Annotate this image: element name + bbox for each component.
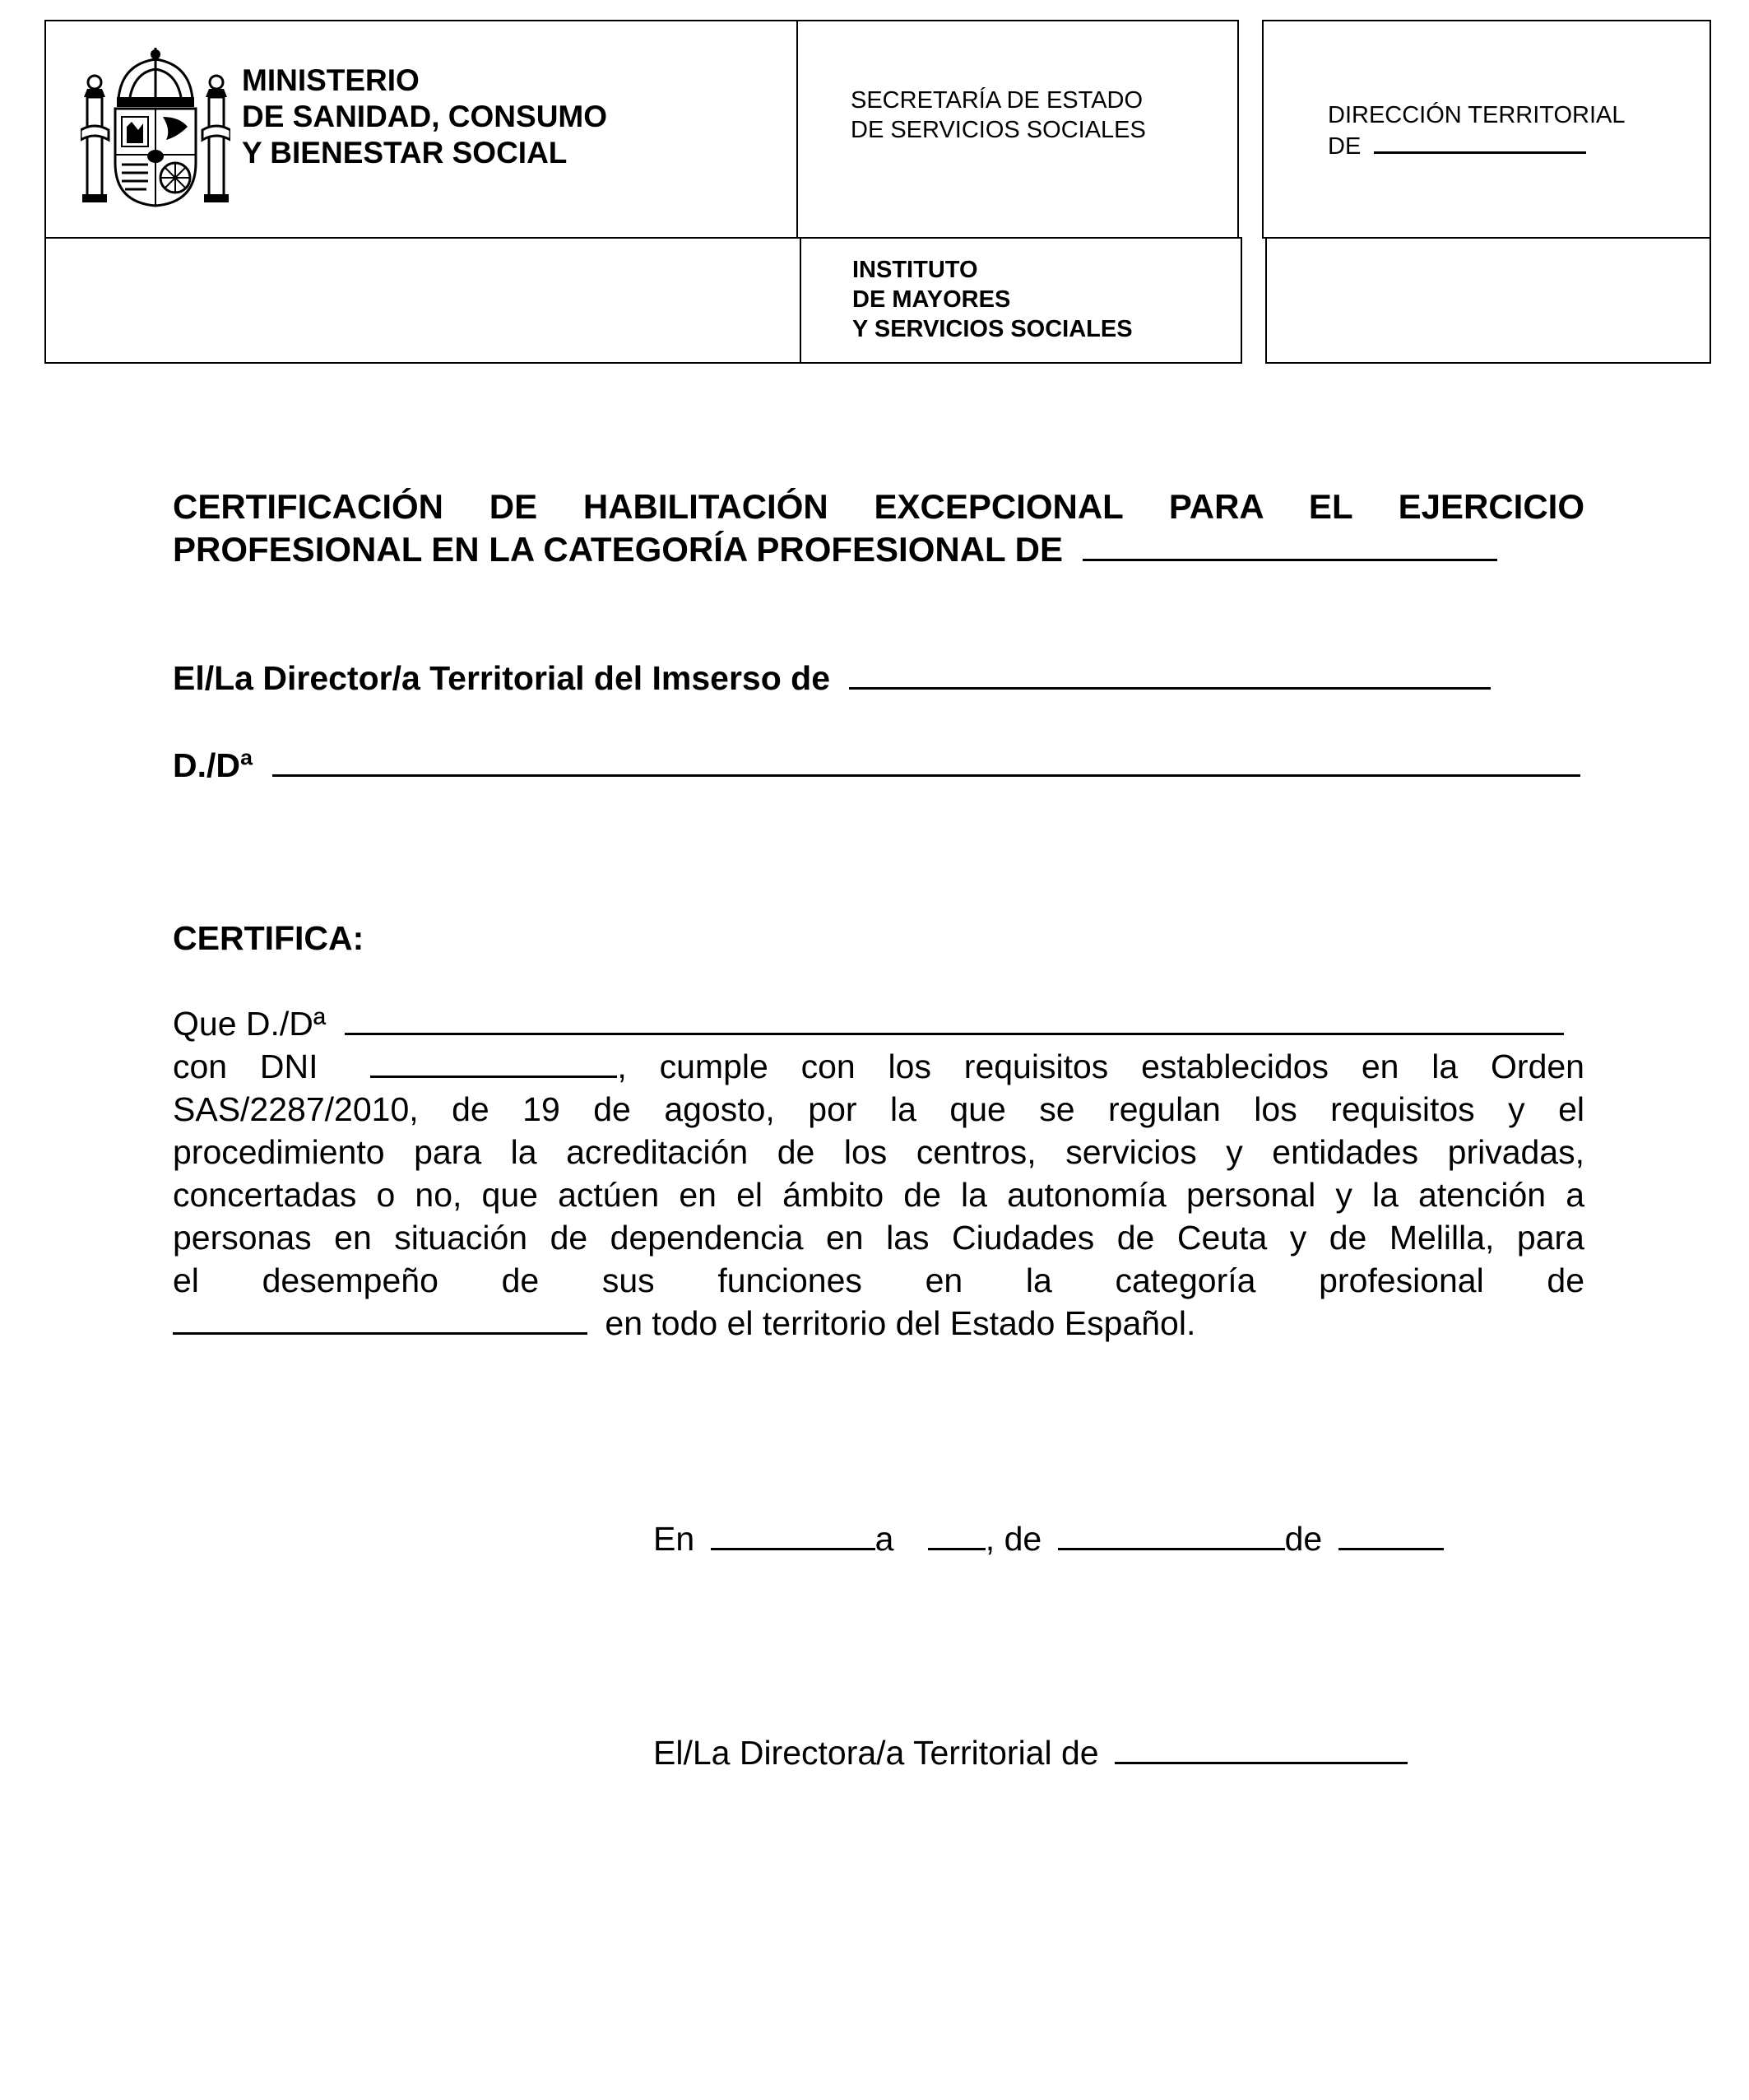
dd-line <box>173 744 1580 787</box>
categoria-title-blank[interactable] <box>1083 531 1497 561</box>
instituto-line-1: INSTITUTO <box>852 257 978 283</box>
final-text: en todo el territorio del Estado Español. <box>605 1304 1196 1342</box>
body-line-1: SAS/2287/2010, de 19 de agosto, por la que se regulan los requisitos y el <box>173 1090 1584 1128</box>
title-line-2: PROFESIONAL EN LA CATEGORÍA PROFESIONAL DE <box>173 530 1063 569</box>
body-line-5: el desempeño de sus funciones en la categoría profesional de <box>173 1261 1584 1299</box>
certification-body <box>173 1002 1584 1345</box>
director-blank[interactable] <box>849 659 1491 690</box>
date-a-label: a <box>874 1520 894 1558</box>
ministry-line-1: MINISTERIO <box>242 63 420 97</box>
direccion-blank[interactable] <box>1374 130 1586 154</box>
year-blank[interactable] <box>1338 1520 1444 1550</box>
title-line-1: CERTIFICACIÓN DE HABILITACIÓN EXCEPCIONAL PARA EL EJERCICIO <box>173 487 1584 526</box>
spain-coat-of-arms-icon <box>81 48 230 209</box>
secretaria-line-1: SECRETARÍA DE ESTADO <box>851 87 1144 114</box>
ministry-line-2: DE SANIDAD, CONSUMO <box>242 100 608 133</box>
que-blank[interactable] <box>345 1005 1564 1035</box>
direccion-line-1: DIRECCIÓN TERRITORIAL <box>1328 102 1626 128</box>
dd-label: D./Dª <box>173 746 253 784</box>
date-de2-label: de <box>1284 1520 1323 1558</box>
date-en-label: En <box>653 1520 695 1558</box>
ministry-name <box>242 63 607 171</box>
signature-line <box>653 1731 1408 1774</box>
header-empty-box <box>44 237 801 364</box>
instituto-line-3: Y SERVICIOS SOCIALES <box>852 316 1133 342</box>
categoria-body-blank[interactable] <box>173 1304 587 1335</box>
place-blank[interactable] <box>711 1520 875 1550</box>
con-dni-label: con DNI <box>173 1048 318 1085</box>
dd-blank[interactable] <box>272 746 1580 777</box>
after-dni-text: , cumple con los requisitos establecidos en la Orden <box>617 1048 1584 1085</box>
secretaria-name <box>851 86 1146 145</box>
dni-blank[interactable] <box>370 1048 617 1078</box>
signature-label: El/La Directora/a Territorial de <box>653 1734 1099 1772</box>
certifica-heading <box>173 917 364 959</box>
dni-line <box>173 1045 1584 1088</box>
body-line-2: procedimiento para la acreditación de los centros, servicios y entidades privadas, <box>173 1133 1584 1171</box>
document-title <box>173 486 1584 528</box>
director-label: El/La Director/a Territorial del Imserso de <box>173 659 831 697</box>
secretaria-line-2: DE SERVICIOS SOCIALES <box>851 117 1146 143</box>
body-line-3: concertadas o no, que actúen en el ámbito de la autonomía personal y la atención a <box>173 1176 1584 1214</box>
date-line <box>653 1517 1444 1560</box>
header-direccion-lower-box <box>1265 237 1711 364</box>
direccion-line-2: DE <box>1328 133 1362 160</box>
day-blank[interactable] <box>928 1520 986 1550</box>
direccion-name <box>1328 100 1625 161</box>
instituto-line-2: DE MAYORES <box>852 286 1011 313</box>
que-label: Que D./Dª <box>173 1005 327 1043</box>
title-line-2-row <box>173 528 1497 571</box>
date-de1-label: , de <box>985 1520 1042 1558</box>
certifica-label: CERTIFICA: <box>173 919 364 957</box>
body-line-4: personas en situación de dependencia en las Ciudades de Ceuta y de Melilla, para <box>173 1219 1584 1257</box>
month-blank[interactable] <box>1058 1520 1285 1550</box>
instituto-name <box>852 255 1133 344</box>
final-line <box>173 1302 1584 1345</box>
director-line <box>173 657 1491 699</box>
que-line <box>173 1002 1584 1045</box>
ministry-line-3: Y BIENESTAR SOCIAL <box>242 136 568 170</box>
signature-blank[interactable] <box>1115 1734 1408 1764</box>
